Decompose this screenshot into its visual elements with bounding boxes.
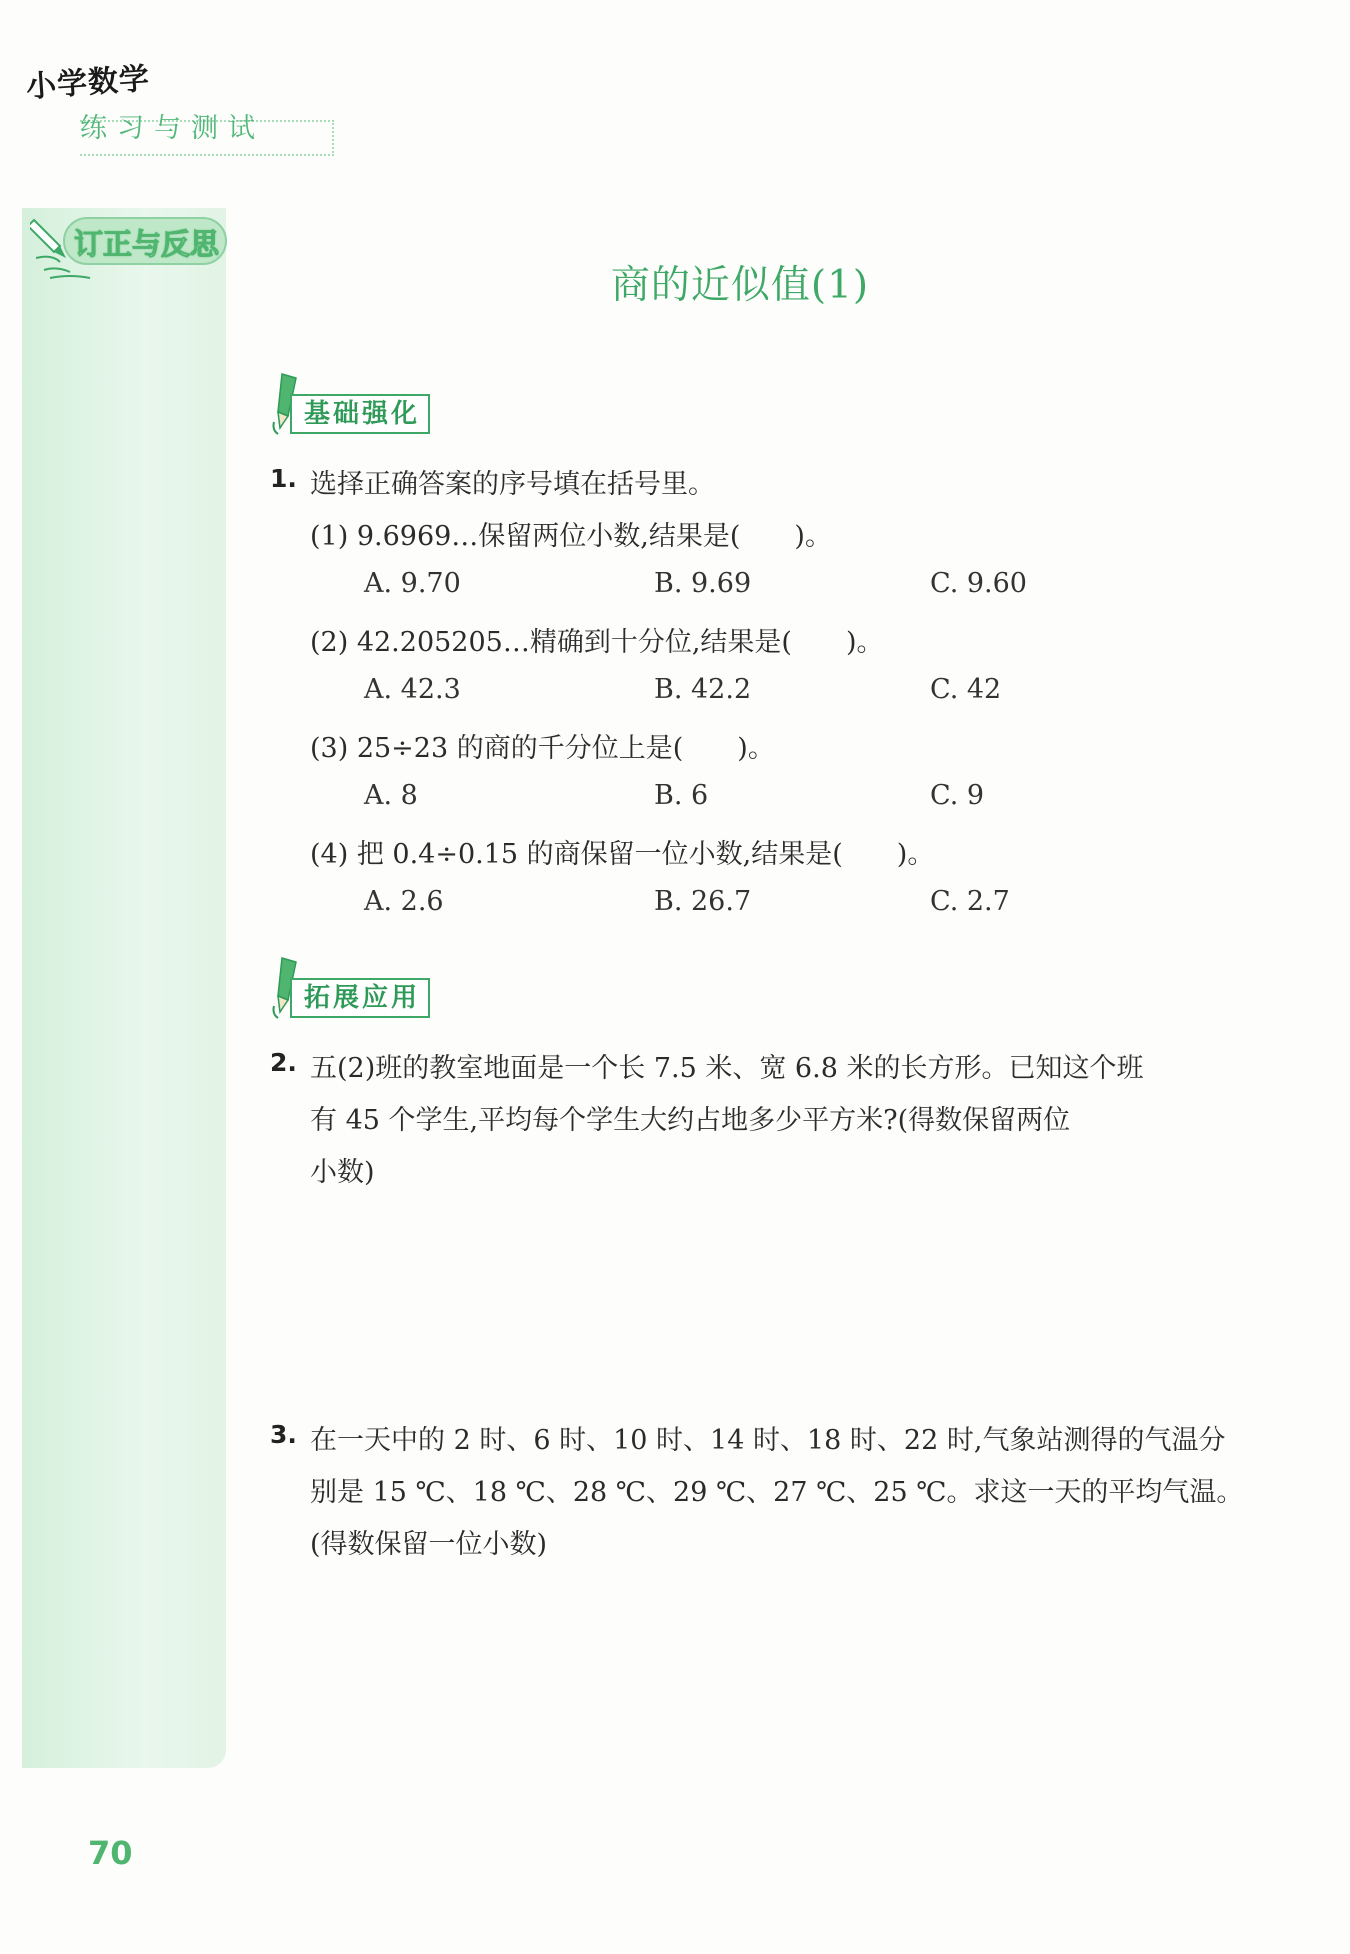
option-a: A. 8: [364, 780, 418, 811]
correction-column: [22, 208, 226, 1768]
option-a: A. 9.70: [364, 568, 461, 599]
brand-title: 小学数学: [25, 61, 152, 105]
option-a: A. 2.6: [364, 886, 444, 917]
question-line: 有 45 个学生,平均每个学生大约占地多少平方米?(得数保留两位: [310, 1105, 1071, 1136]
option-c: C. 42: [930, 674, 1002, 705]
question-text: 选择正确答案的序号填在括号里。: [310, 469, 715, 500]
sub-question: (1) 9.6969…保留两位小数,结果是( )。: [310, 521, 832, 552]
question-line: 五(2)班的教室地面是一个长 7.5 米、宽 6.8 米的长方形。已知这个班: [310, 1053, 1144, 1084]
sidebar-label: 订正与反思: [74, 227, 220, 261]
question-number: 1.: [270, 464, 297, 493]
question-line: 在一天中的 2 时、6 时、10 时、14 时、18 时、22 时,气象站测得的气温分: [310, 1425, 1226, 1456]
question-number: 3.: [270, 1420, 297, 1449]
option-a: A. 42.3: [364, 674, 461, 705]
question-line: (得数保留一位小数): [310, 1529, 548, 1560]
option-c: C. 9.60: [930, 568, 1027, 599]
section-basic: 基础强化: [290, 394, 430, 434]
option-c: C. 9: [930, 780, 985, 811]
option-c: C. 2.7: [930, 886, 1010, 917]
lesson-title: 商的近似值(1): [610, 263, 870, 308]
sub-question: (3) 25÷23 的商的千分位上是( )。: [310, 733, 775, 764]
question-number: 2.: [270, 1048, 297, 1077]
sub-question: (4) 把 0.4÷0.15 的商保留一位小数,结果是( )。: [310, 839, 935, 870]
pencil-icon: [30, 220, 66, 258]
option-b: B. 9.69: [654, 568, 752, 599]
option-b: B. 42.2: [654, 674, 752, 705]
option-b: B. 6: [654, 780, 709, 811]
question-line: 小数): [310, 1157, 375, 1188]
brand-subtitle: 练习与测试: [80, 113, 265, 144]
question-line: 别是 15 ℃、18 ℃、28 ℃、29 ℃、27 ℃、25 ℃。求这一天的平均气温。: [310, 1477, 1244, 1508]
option-b: B. 26.7: [654, 886, 752, 917]
section-extended: 拓展应用: [290, 978, 430, 1018]
sub-question: (2) 42.205205…精确到十分位,结果是( )。: [310, 627, 884, 658]
page-number: 70: [88, 1834, 133, 1872]
